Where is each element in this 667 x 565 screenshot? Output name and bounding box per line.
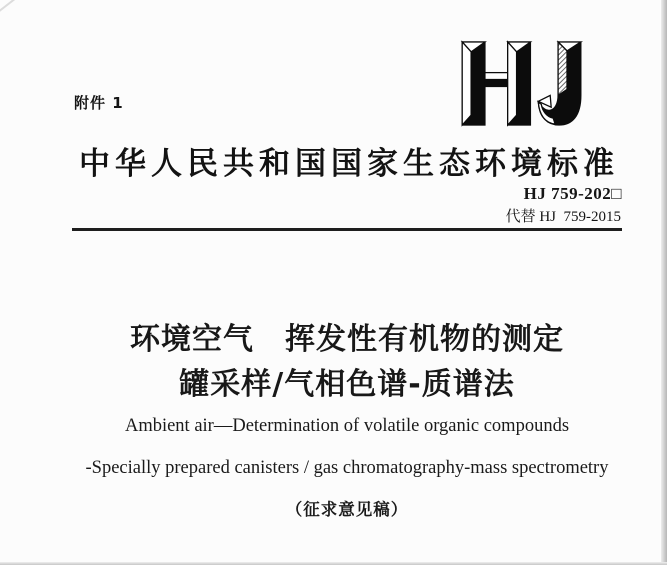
title-english-line2: -Specially prepared canisters / gas chromatography-mass spectrometry: [85, 458, 609, 478]
standard-number: HJ 759-202□: [523, 184, 622, 203]
page-edge-shadow-right: [661, 0, 667, 565]
replaces-note: 代替 HJ 759-2015: [505, 209, 621, 225]
scan-corner-smudge: [0, 0, 18, 13]
title-english-line1: Ambient air—Determination of volatile organic compounds: [124, 416, 570, 436]
attachment-label: 附件 1: [74, 94, 124, 112]
title-chinese-line1: 环境空气 挥发性有机物的测定: [130, 322, 564, 357]
draft-for-comments-note: （征求意见稿）: [285, 500, 409, 519]
hj-logo: [460, 40, 587, 127]
title-chinese-line2: 罐采样/气相色谱-质谱法: [179, 367, 515, 402]
national-standard-heading: 中华人民共和国国家生态环境标准: [79, 146, 619, 182]
header-divider-rule: [72, 228, 622, 231]
